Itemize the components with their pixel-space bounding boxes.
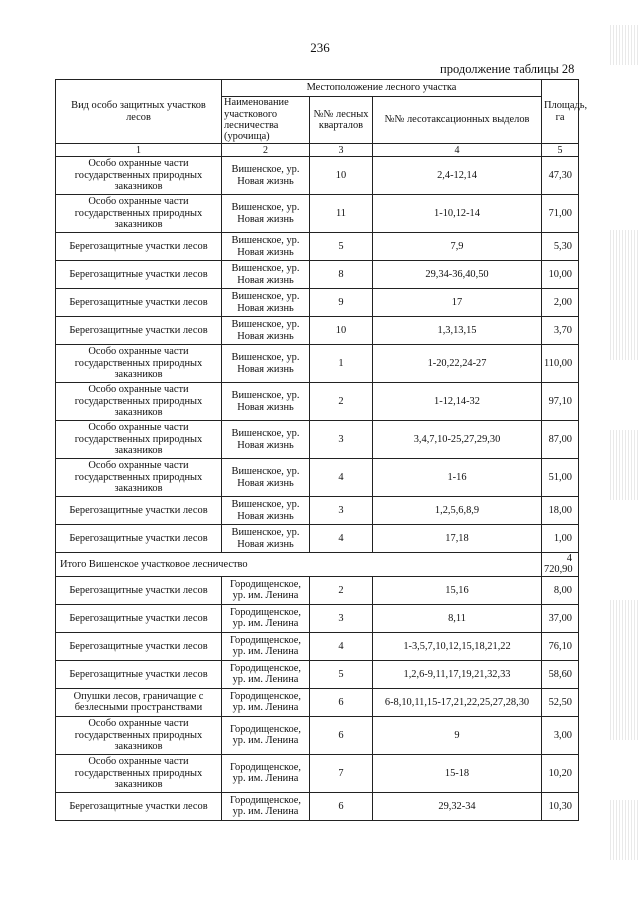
cell-vydel: 17 <box>373 289 542 317</box>
table-row <box>56 660 579 688</box>
cell-type: Берегозащитные участки лесов <box>56 660 222 688</box>
cell-type: Берегозащитные участки лесов <box>56 497 222 525</box>
header-forestry: Наименование участкового лесничества (урочища) <box>222 97 310 144</box>
forest-plots-table <box>55 79 588 821</box>
cell-kvartal: 3 <box>310 604 373 632</box>
cell-type: Особо охранные части государственных природных заказников <box>56 195 222 233</box>
cell-type: Берегозащитные участки лесов <box>56 604 222 632</box>
cell-forestry: Городищенское, ур. им. Ленина <box>222 576 310 604</box>
cell-kvartal: 1 <box>310 345 373 383</box>
cell-kvartal: 10 <box>310 157 373 195</box>
header-vydel: №№ лесотаксационных выделов <box>373 97 542 144</box>
table-row <box>56 716 579 754</box>
cell-area: 8,00 <box>542 576 579 604</box>
cell-type: Опушки лесов, граничащие с безлесными пространствами <box>56 688 222 716</box>
cell-vydel: 6-8,10,11,15-17,21,22,25,27,28,30 <box>373 688 542 716</box>
cell-forestry: Городищенское, ур. им. Ленина <box>222 660 310 688</box>
cell-area: 2,00 <box>542 289 579 317</box>
cell-vydel: 1,2,5,6,8,9 <box>373 497 542 525</box>
table-row <box>56 754 579 792</box>
cell-area: 10,30 <box>542 792 579 820</box>
cell-forestry: Вишенское, ур. Новая жизнь <box>222 157 310 195</box>
table-row <box>56 576 579 604</box>
cell-type: Особо охранные части государственных природных заказников <box>56 383 222 421</box>
col-num-1: 1 <box>56 144 222 157</box>
table-row <box>56 261 579 289</box>
col-num-4: 4 <box>373 144 542 157</box>
table-row <box>56 345 579 383</box>
cell-type: Особо охранные части государственных природных заказников <box>56 754 222 792</box>
cell-vydel: 1-3,5,7,10,12,15,18,21,22 <box>373 632 542 660</box>
cell-forestry: Вишенское, ур. Новая жизнь <box>222 289 310 317</box>
table-row <box>56 792 579 820</box>
cell-forestry: Городищенское, ур. им. Ленина <box>222 754 310 792</box>
cell-kvartal: 10 <box>310 317 373 345</box>
table-row <box>56 317 579 345</box>
cell-forestry: Городищенское, ур. им. Ленина <box>222 716 310 754</box>
cell-kvartal: 5 <box>310 660 373 688</box>
cell-vydel: 17,18 <box>373 525 542 553</box>
cell-vydel: 9 <box>373 716 542 754</box>
cell-area: 97,10 <box>542 383 579 421</box>
cell-type: Берегозащитные участки лесов <box>56 261 222 289</box>
col-num-2: 2 <box>222 144 310 157</box>
cell-kvartal: 5 <box>310 233 373 261</box>
cell-area: 3,70 <box>542 317 579 345</box>
total-row <box>56 553 579 577</box>
header-row-numbers <box>56 144 579 157</box>
cell-area: 76,10 <box>542 632 579 660</box>
col-num-3: 3 <box>310 144 373 157</box>
cell-type: Особо охранные части государственных природных заказников <box>56 157 222 195</box>
cell-area: 5,30 <box>542 233 579 261</box>
cell-vydel: 1-20,22,24-27 <box>373 345 542 383</box>
cell-area: 10,20 <box>542 754 579 792</box>
scan-noise-bottom <box>610 800 640 860</box>
table-row <box>56 383 579 421</box>
total-label: Итого Вишенское участковое лесничество <box>56 553 542 577</box>
cell-kvartal: 2 <box>310 383 373 421</box>
cell-area: 3,00 <box>542 716 579 754</box>
table-row <box>56 289 579 317</box>
cell-area: 58,60 <box>542 660 579 688</box>
cell-forestry: Вишенское, ур. Новая жизнь <box>222 261 310 289</box>
cell-type: Берегозащитные участки лесов <box>56 792 222 820</box>
page-number: 236 <box>310 40 330 55</box>
cell-vydel: 1-10,12-14 <box>373 195 542 233</box>
table-row <box>56 688 579 716</box>
cell-vydel: 7,9 <box>373 233 542 261</box>
cell-area: 18,00 <box>542 497 579 525</box>
cell-kvartal: 9 <box>310 289 373 317</box>
table-row <box>56 497 579 525</box>
cell-forestry: Вишенское, ур. Новая жизнь <box>222 459 310 497</box>
cell-vydel: 29,32-34 <box>373 792 542 820</box>
cell-kvartal: 4 <box>310 525 373 553</box>
cell-type: Берегозащитные участки лесов <box>56 632 222 660</box>
cell-area: 71,00 <box>542 195 579 233</box>
total-area: 4 720,90 <box>542 553 579 577</box>
cell-forestry: Городищенское, ур. им. Ленина <box>222 688 310 716</box>
cell-type: Особо охранные части государственных природных заказников <box>56 459 222 497</box>
cell-area: 37,00 <box>542 604 579 632</box>
cell-forestry: Вишенское, ур. Новая жизнь <box>222 345 310 383</box>
cell-type: Берегозащитные участки лесов <box>56 525 222 553</box>
cell-vydel: 1,3,13,15 <box>373 317 542 345</box>
table-row <box>56 459 579 497</box>
cell-vydel: 1,2,6-9,11,17,19,21,32,33 <box>373 660 542 688</box>
cell-kvartal: 8 <box>310 261 373 289</box>
cell-area: 52,50 <box>542 688 579 716</box>
cell-forestry: Вишенское, ур. Новая жизнь <box>222 525 310 553</box>
cell-vydel: 2,4-12,14 <box>373 157 542 195</box>
cell-forestry: Вишенское, ур. Новая жизнь <box>222 317 310 345</box>
table-row <box>56 157 579 195</box>
cell-forestry: Городищенское, ур. им. Ленина <box>222 792 310 820</box>
cell-area: 110,00 <box>542 345 579 383</box>
cell-vydel: 15,16 <box>373 576 542 604</box>
cell-vydel: 15-18 <box>373 754 542 792</box>
table-row <box>56 525 579 553</box>
cell-kvartal: 6 <box>310 792 373 820</box>
cell-vydel: 1-12,14-32 <box>373 383 542 421</box>
cell-kvartal: 6 <box>310 688 373 716</box>
cell-type: Особо охранные части государственных природных заказников <box>56 345 222 383</box>
header-kvartal: №№ лесных кварталов <box>310 97 373 144</box>
cell-kvartal: 7 <box>310 754 373 792</box>
scan-noise-top <box>610 25 640 65</box>
cell-type: Берегозащитные участки лесов <box>56 576 222 604</box>
cell-area: 10,00 <box>542 261 579 289</box>
col-num-5: 5 <box>542 144 579 157</box>
cell-kvartal: 2 <box>310 576 373 604</box>
cell-forestry: Вишенское, ур. Новая жизнь <box>222 195 310 233</box>
header-location: Местоположение лесного участка <box>222 80 542 97</box>
cell-forestry: Городищенское, ур. им. Ленина <box>222 604 310 632</box>
cell-kvartal: 4 <box>310 632 373 660</box>
cell-vydel: 1-16 <box>373 459 542 497</box>
table-row <box>56 632 579 660</box>
header-type: Вид особо защитных участков лесов <box>56 80 222 144</box>
header-row-top <box>56 80 579 97</box>
cell-forestry: Вишенское, ур. Новая жизнь <box>222 421 310 459</box>
cell-type: Берегозащитные участки лесов <box>56 289 222 317</box>
cell-forestry: Вишенское, ур. Новая жизнь <box>222 497 310 525</box>
header-area: Площадь, га <box>542 80 579 144</box>
scan-noise-low <box>610 600 640 740</box>
cell-kvartal: 3 <box>310 421 373 459</box>
cell-area: 51,00 <box>542 459 579 497</box>
cell-area: 47,30 <box>542 157 579 195</box>
scan-noise-mid <box>610 230 640 360</box>
cell-type: Особо охранные части государственных природных заказников <box>56 716 222 754</box>
cell-kvartal: 3 <box>310 497 373 525</box>
cell-area: 1,00 <box>542 525 579 553</box>
cell-area: 87,00 <box>542 421 579 459</box>
cell-type: Берегозащитные участки лесов <box>56 317 222 345</box>
cell-vydel: 3,4,7,10-25,27,29,30 <box>373 421 542 459</box>
cell-forestry: Вишенское, ур. Новая жизнь <box>222 383 310 421</box>
cell-kvartal: 4 <box>310 459 373 497</box>
table-continuation-caption: продолжение таблицы 28 <box>440 62 575 76</box>
cell-type: Особо охранные части государственных природных заказников <box>56 421 222 459</box>
cell-kvartal: 6 <box>310 716 373 754</box>
table-row <box>56 233 579 261</box>
scan-noise-mid2 <box>610 430 640 500</box>
table-row <box>56 195 579 233</box>
cell-forestry: Городищенское, ур. им. Ленина <box>222 632 310 660</box>
cell-kvartal: 11 <box>310 195 373 233</box>
cell-vydel: 8,11 <box>373 604 542 632</box>
table-row <box>56 604 579 632</box>
cell-forestry: Вишенское, ур. Новая жизнь <box>222 233 310 261</box>
table-row <box>56 421 579 459</box>
cell-type: Берегозащитные участки лесов <box>56 233 222 261</box>
cell-vydel: 29,34-36,40,50 <box>373 261 542 289</box>
